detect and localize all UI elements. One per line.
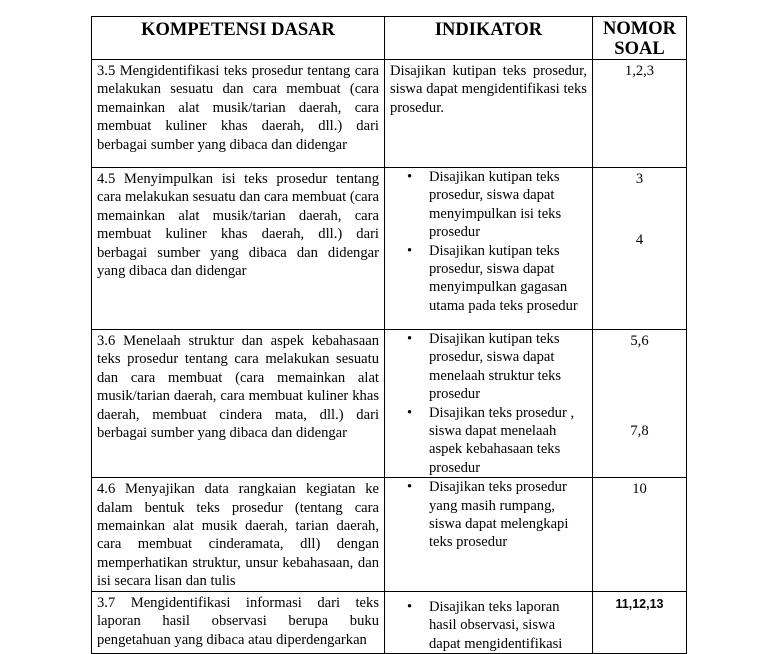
indikator-item xyxy=(407,242,586,316)
nomor-cell: 1,2,3 xyxy=(593,60,687,168)
header-kompetensi-dasar: KOMPETENSI DASAR xyxy=(92,17,385,60)
bullet-icon: • xyxy=(407,598,413,615)
indikator-item xyxy=(407,478,586,552)
nomor-cell: 10 xyxy=(593,478,687,591)
kd-cell: 3.5 Mengidentifikasi teks prosedur tentang cara melakukan sesuatu dan cara membuat (cara memainkan alat musik/tarian daerah, cara membuat kuliner khas daerah, dll.) dari berbagai sumber yang dibaca dan didengar xyxy=(92,60,385,168)
indikator-text: Disajikan teks prosedur , siswa dapat menelaah aspek kebahasaan teks prosedur xyxy=(429,404,575,476)
indikator-item xyxy=(407,168,586,242)
bullet-icon: • xyxy=(407,479,413,496)
table-row xyxy=(92,168,687,330)
header-indikator: INDIKATOR xyxy=(385,17,593,60)
indikator-list xyxy=(385,168,592,315)
nomor-value: 4 xyxy=(635,232,644,249)
nomor-cell: 11,12,13 xyxy=(593,591,687,653)
kisi-kisi-table xyxy=(91,16,687,654)
indikator-text: Disajikan teks prosedur yang masih rumpang, siswa dapat melengkapi teks prosedur xyxy=(429,479,569,551)
table-row xyxy=(92,478,687,591)
indikator-cell xyxy=(385,330,593,478)
indikator-cell: Disajikan kutipan teks prosedur, siswa dapat mengidentifikasi teks prosedur. xyxy=(385,60,593,168)
kd-cell: 4.6 Menyajikan data rangkaian kegiatan ke dalam bentuk teks prosedur (tentang cara memainkan alat musik daerah, tarian daerah, cara membuat cinderamata, dll) dengan memperhatikan struktur, unsur kebahasaan, dan isi secara lisan dan tulis xyxy=(92,478,385,591)
table-row xyxy=(92,330,687,478)
header-nomor-soal xyxy=(593,17,687,60)
indikator-item xyxy=(407,330,586,404)
indikator-item xyxy=(407,404,586,478)
kd-cell: 3.7 Mengidentifikasi informasi dari teks laporan hasil observasi berupa buku pengetahuan yang dibaca atau diperdengarkan xyxy=(92,591,385,653)
nomor-value: 5,6 xyxy=(630,333,649,349)
indikator-text: Disajikan teks laporan hasil observasi, siswa dapat mengidentifikasi xyxy=(429,598,563,652)
kd-cell: 3.6 Menelaah struktur dan aspek kebahasaan teks prosedur tentang cara melakukan sesuatu dan cara membuat (cara memainkan alat musik/tarian daerah, cara membuat kuliner khas daerah, membuat cindera mata, dll.) dari berbagai sumber yang dibaca dan didengar xyxy=(92,330,385,478)
indikator-cell xyxy=(385,591,593,653)
nomor-value: 7,8 xyxy=(630,423,649,440)
indikator-list xyxy=(385,478,592,552)
header-row xyxy=(92,17,687,60)
table-row xyxy=(92,60,687,168)
header-nomor-line1: NOMOR xyxy=(603,19,676,39)
indikator-text: Disajikan kutipan teks prosedur, siswa dapat menyimpulkan gagasan utama pada teks prosedur xyxy=(429,242,578,314)
indikator-text: Disajikan kutipan teks prosedur, siswa dapat menelaah struktur teks prosedur xyxy=(429,331,562,403)
nomor-value: 3 xyxy=(635,171,644,187)
bullet-icon: • xyxy=(407,242,413,259)
nomor-cell xyxy=(593,168,687,330)
indikator-text: Disajikan kutipan teks prosedur, siswa dapat menyimpulkan isi teks prosedur xyxy=(429,169,562,241)
bullet-icon: • xyxy=(407,404,413,421)
indikator-cell xyxy=(385,478,593,591)
nomor-cell xyxy=(593,330,687,478)
bullet-icon: • xyxy=(407,169,413,185)
header-nomor-line2: SOAL xyxy=(614,39,665,59)
kd-cell: 4.5 Menyimpulkan isi teks prosedur tentang cara melakukan sesuatu dan cara membuat (cara memainkan alat musik/tarian daerah, cara membuat kuliner khas daerah, dll.) dari berbagai sumber yang dibaca dan didengar yang dibaca dan didengar xyxy=(92,168,385,330)
table-row xyxy=(92,591,687,653)
indikator-list xyxy=(385,592,592,653)
indikator-cell xyxy=(385,168,593,330)
indikator-list xyxy=(385,330,592,477)
bullet-icon: • xyxy=(407,331,413,347)
indikator-item xyxy=(407,598,586,653)
